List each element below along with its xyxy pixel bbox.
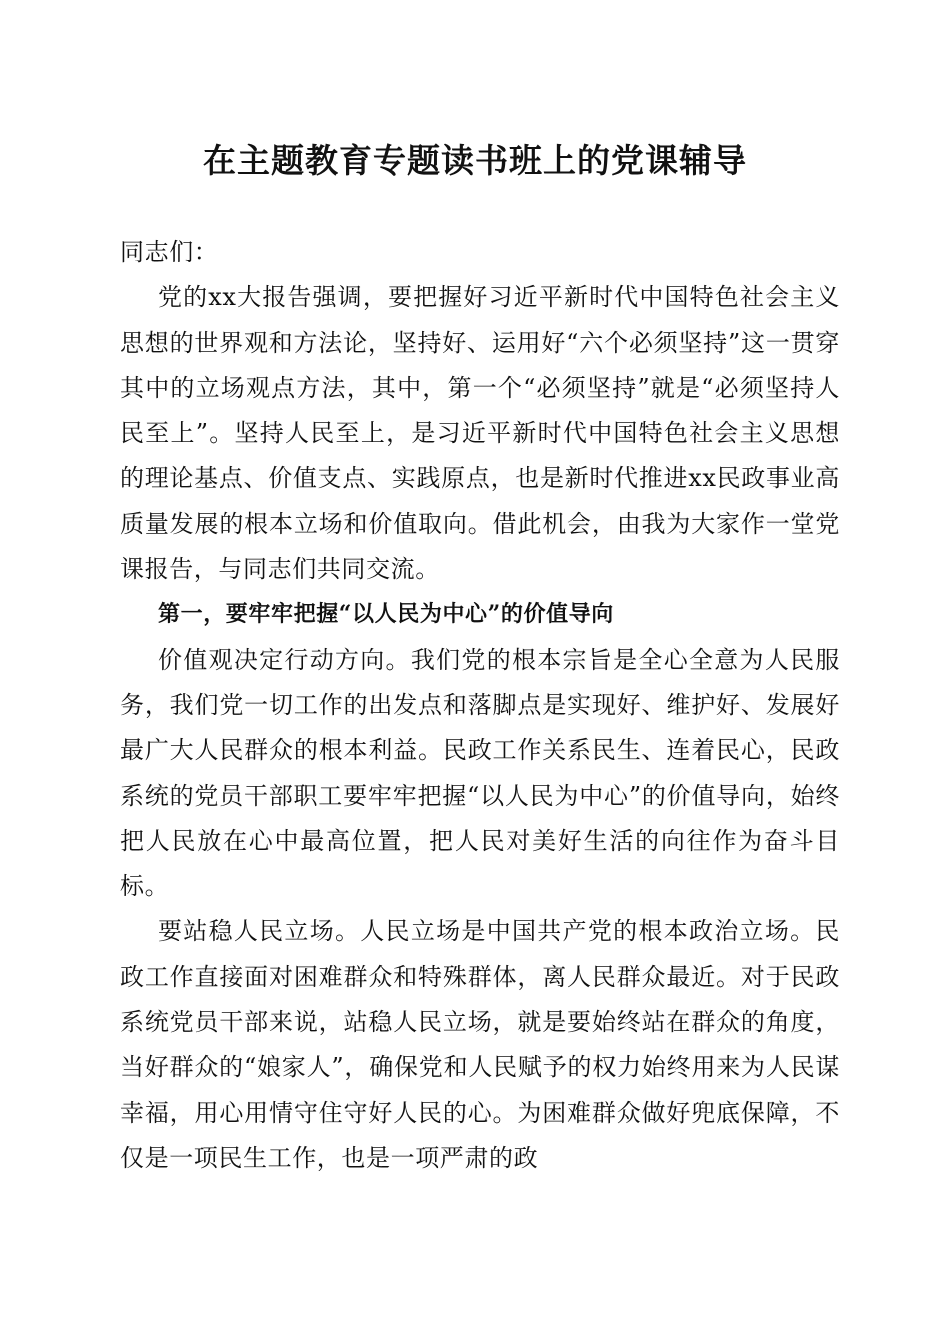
document-body xyxy=(120,230,840,1181)
document-title: 在主题教育专题读书班上的党课辅导 xyxy=(203,141,747,180)
section-paragraph-1: 价值观决定行动方向。我们党的根本宗旨是全心全意为人民服务，我们党一切工作的出发点和落脚点是实现好、维护好、发展好最广大人民群众的根本利益。民政工作关系民生、连着民心，民政系统的党员干部职工要牢牢把握“以人民为中心”的价值导向，始终把人民放在心中最高位置，把人民对美好生活的向往作为奋斗目标。 xyxy=(120,645,840,901)
section-heading: 第一，要牢牢把握“以人民为中心”的价值导向 xyxy=(158,601,614,628)
section-paragraph-2: 要站稳人民立场。人民立场是中国共产党的根本政治立场。民政工作直接面对困难群众和特殊群体，离人民群众最近。对于民政系统党员干部来说，站稳人民立场，就是要始终站在群众的角度，当好群众的“娘家人”，确保党和人民赋予的权力始终用来为人民谋幸福，用心用情守住守好人民的心。为困难群众做好兜底保障，不仅是一项民生工作，也是一项严肃的政 xyxy=(120,917,840,1172)
salutation: 同志们： xyxy=(120,238,219,266)
intro-paragraph: 党的xx大报告强调，要把握好习近平新时代中国特色社会主义思想的世界观和方法论，坚持好、运用好“六个必须坚持”这一贯穿其中的立场观点方法，其中，第一个“必须坚持”就是“必须坚持人民至上”。坚持人民至上，是习近平新时代中国特色社会主义思想的理论基点、价值支点、实践原点，也是新时代推进xx民政事业高质量发展的根本立场和价值取向。借此机会，由我为大家作一堂党课报告，与同志们共同交流。 xyxy=(120,283,840,584)
